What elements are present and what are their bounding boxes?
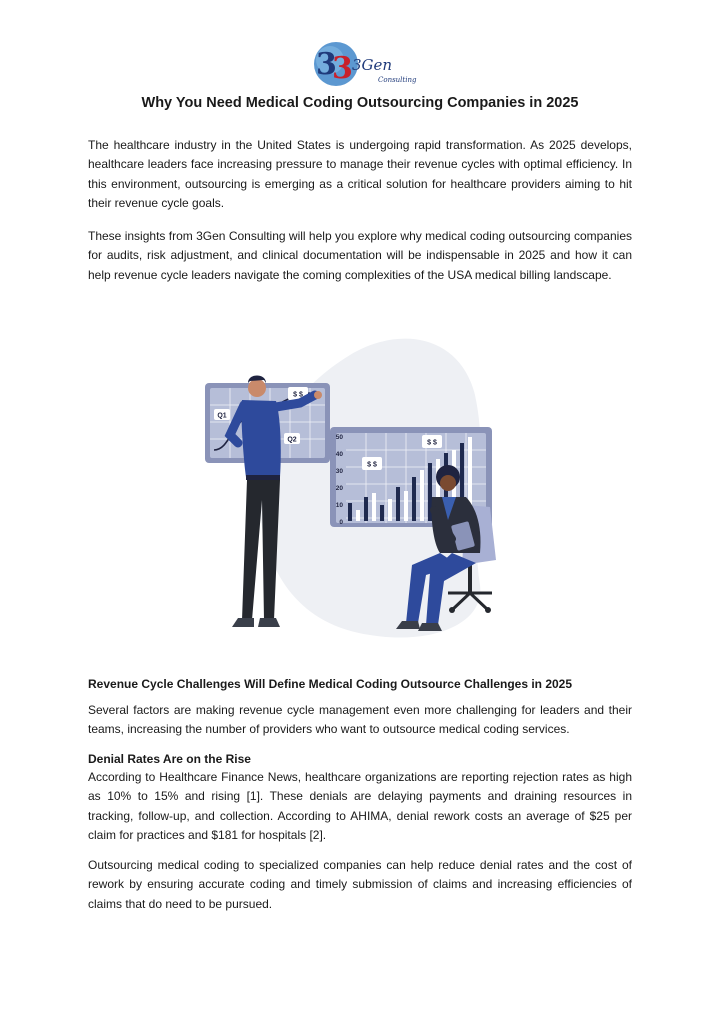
chart-dollar-badge-right: $ $	[427, 439, 437, 447]
section-paragraph-3: Outsourcing medical coding to specialized companies can help reduce denial rates and the cost of rework by ensuring accurate coding and timely submission of claims and increasing efficiencies of claims that do need to be pursued.	[88, 858, 632, 911]
page-title: Why You Need Medical Coding Outsourcing Companies in 2025	[141, 95, 579, 111]
left-dollar-badge: $ $	[293, 391, 303, 399]
3gen-consulting-logo	[308, 40, 417, 90]
y-tick-20: 20	[335, 485, 343, 492]
y-tick-30: 30	[335, 468, 343, 475]
chart-dollar-badge-left: $ $	[367, 461, 377, 469]
section-paragraph-1: Several factors are making revenue cycle management even more challenging for leaders and their teams, increasing the number of providers who want to outsource medical coding services.	[88, 703, 632, 737]
intro-paragraph-2: These insights from 3Gen Consulting will help you explore why medical coding outsourcing companies for audits, risk adjustment, and clinical documentation will be indispensable in 2025 and how it can help revenue cycle leaders navigate the coming complexities of the USA medical billing landscape.	[88, 229, 632, 282]
logo-subtext: Consulting	[378, 76, 417, 84]
business-analytics-illustration	[190, 325, 520, 645]
y-tick-50: 50	[335, 434, 343, 441]
intro-paragraph-1: The healthcare industry in the United States is undergoing rapid transformation. As 2025 develops, healthcare leaders face increasing pressure to manage their revenue cycles with optimal efficiency. In this environment, outsourcing is emerging as a critical solution for healthcare providers aiming to hit their revenue cycle goals.	[88, 138, 632, 211]
section-paragraph-2: According to Healthcare Finance News, healthcare organizations are reporting rejection rates as high as 10% to 15% and rising [1]. These denials are delaying payments and draining resources in tracking, follow-up, and collection. According to AHIMA, denial rework costs an average of $25 per claim for practices and $181 for hospitals [2].	[88, 770, 632, 843]
svg-text:3: 3	[332, 51, 353, 86]
q2-label: Q2	[287, 436, 297, 444]
y-tick-10: 10	[335, 502, 343, 509]
svg-text:3: 3	[316, 47, 337, 82]
section-heading: Revenue Cycle Challenges Will Define Medical Coding Outsource Challenges in 2025	[88, 677, 573, 691]
y-tick-40: 40	[335, 451, 343, 458]
y-tick-0: 0	[339, 519, 343, 526]
subsection-heading: Denial Rates Are on the Rise	[88, 752, 251, 766]
q1-label: Q1	[217, 412, 227, 420]
logo-text: 3Gen	[352, 56, 393, 74]
